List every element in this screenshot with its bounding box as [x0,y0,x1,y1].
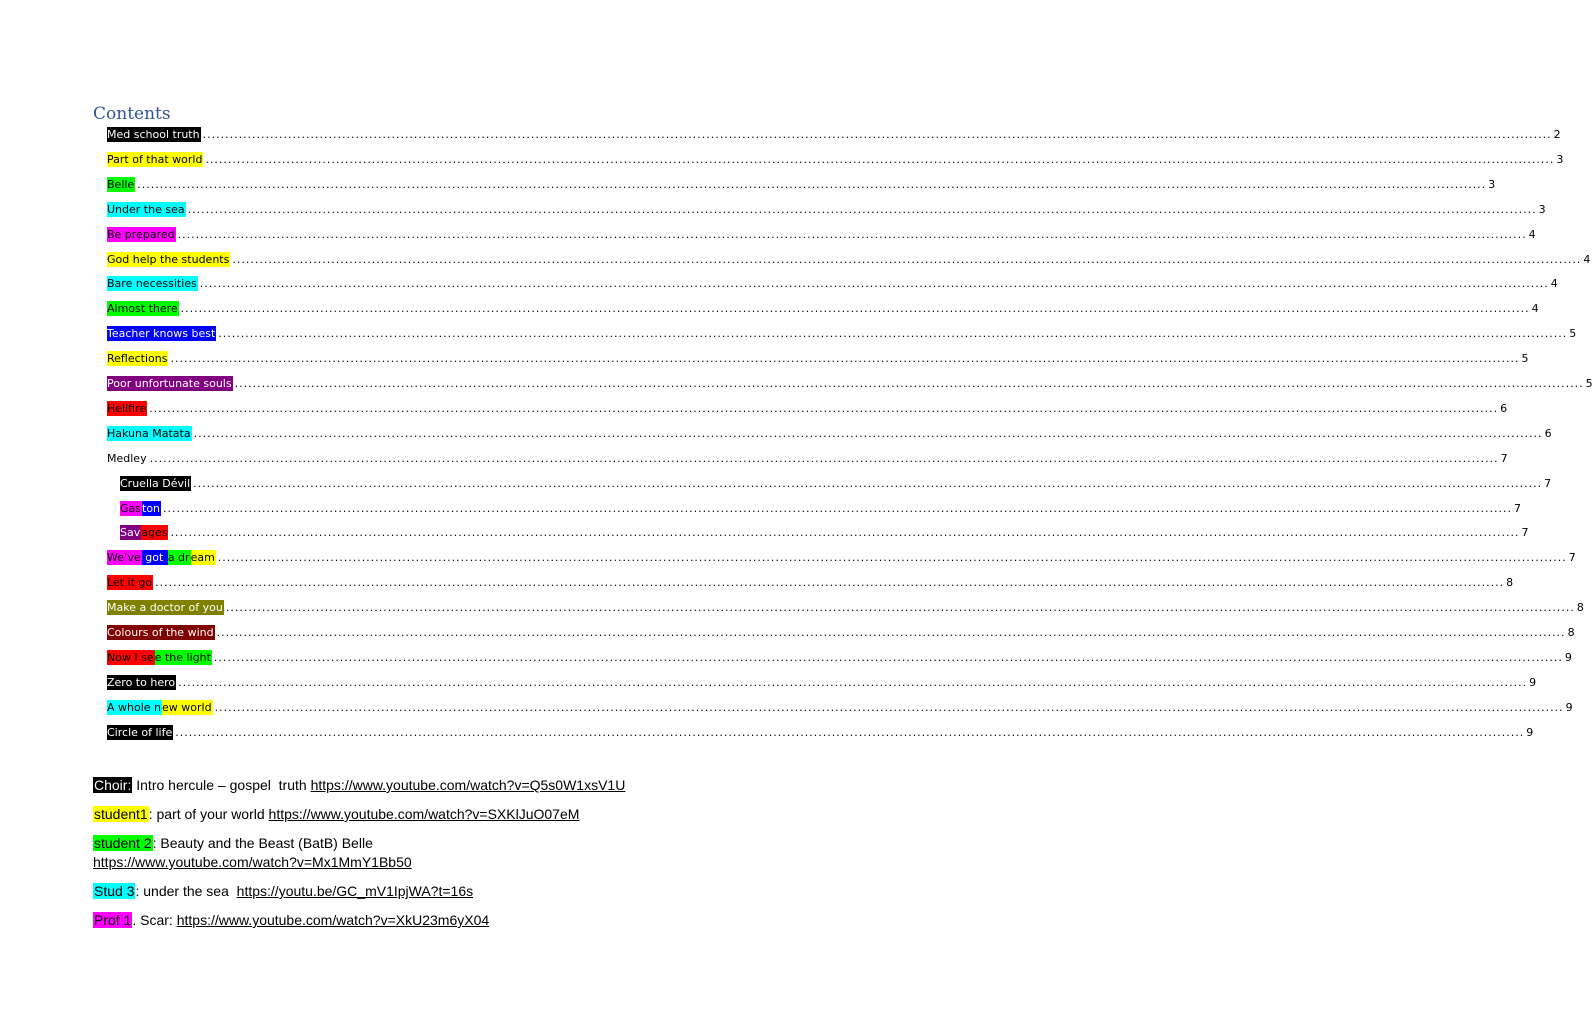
toc-page-number: 3 [1556,152,1564,166]
toc-entry-title-part: ew world [162,700,212,714]
toc-entry[interactable] [107,570,1514,595]
toc-entry-title [107,451,148,466]
toc-leader-dots: ............................................................................................................................................................................................................................................................................................................ [213,650,1563,664]
toc-entry[interactable] [107,296,1539,321]
toc-entry[interactable] [107,147,1564,172]
toc-entry-title-part: Sav [120,526,141,540]
toc-entry-title [120,525,168,540]
toc-leader-dots: ............................................................................................................................................................................................................................................................................................................ [187,202,1537,216]
toc-entry-title [107,376,233,391]
toc-entry[interactable] [120,471,1552,496]
toc-page-number: 8 [1567,626,1575,639]
toc-entry-title [107,202,186,217]
toc-page-number: 9 [1529,675,1537,689]
toc-entry-title-part: e the light [154,650,211,664]
toc-page-number: 6 [1500,401,1508,415]
toc-leader-dots: ............................................................................................................................................................................................................................................................................................................ [205,152,1555,166]
toc-entry[interactable] [107,645,1572,670]
toc-entry-title [120,476,191,491]
toc-entry-title-part: Medley [107,451,147,465]
song-description: : part of your world [148,806,269,822]
song-description: : Beauty and the Beast (BatB) Belle [152,835,373,851]
toc-entry[interactable] [107,695,1573,720]
toc-page-number: 5 [1569,327,1577,341]
toc-entry[interactable] [107,670,1537,695]
performer-tag: Stud 3 [94,883,135,899]
toc-entry-title-part: Teacher knows best [107,327,216,341]
toc-entry-title [107,600,224,615]
toc-entry-title [107,152,203,167]
toc-page-number: 7 [1544,476,1552,490]
song-entry [93,882,713,901]
toc-entry[interactable] [120,496,1521,521]
video-link[interactable]: https://youtu.be/GC_mV1IpjWA?t=16s [236,883,474,899]
toc-entry-title-part: Hellfire [107,401,147,415]
toc-leader-dots: ............................................................................................................................................................................................................................................................................................................ [225,601,1575,615]
toc-entry-title [107,326,216,341]
toc-page-number: 7 [1568,551,1576,565]
toc-entry-title [107,700,213,715]
toc-page-number: 5 [1585,377,1593,390]
performer-tag: Prof 1 [94,912,132,928]
toc-entry-title [107,675,176,690]
video-link[interactable]: https://www.youtube.com/watch?v=XkU23m6yX04 [176,912,490,928]
toc-leader-dots: ............................................................................................................................................................................................................................................................................................................ [216,626,1566,639]
performer-tag: student1 [94,806,148,822]
toc-entry-title-part: got [141,551,167,565]
toc-entry-title-part: Almost there [107,302,178,316]
toc-leader-dots: ............................................................................................................................................................................................................................................................................................................ [193,476,1543,490]
toc-entry-title [107,301,179,316]
toc-page-number: 3 [1488,177,1496,191]
toc-page-number: 7 [1500,451,1508,465]
song-description: . Scar: [132,912,177,928]
toc-entry-title [107,575,153,590]
toc-page-number: 4 [1583,252,1591,266]
toc-page-number: 5 [1521,352,1529,366]
toc-entry-title [107,401,147,416]
toc-entry-title [107,650,212,665]
toc-leader-dots: ............................................................................................................................................................................................................................................................................................................ [177,227,1527,241]
toc-page-number: 9 [1564,650,1572,664]
toc-entry[interactable] [107,421,1552,446]
toc-entry-title-part: Cruella Dévil [120,476,191,490]
video-link[interactable]: https://www.youtube.com/watch?v=SXKlJuO07eM [268,806,580,822]
toc-leader-dots: ............................................................................................................................................................................................................................................................................................................ [234,377,1584,390]
toc-entry-title-part: Circle of life [107,725,173,739]
toc-leader-dots: ............................................................................................................................................................................................................................................................................................................ [199,277,1549,291]
toc-page-number: 9 [1526,725,1534,739]
toc-entry[interactable] [107,346,1529,371]
performer-tag: Choir: [94,777,132,793]
toc-entry-title [107,227,176,242]
toc-entry-title-part: Hakuna Matata [107,426,191,440]
toc-entry[interactable] [107,222,1536,247]
song-list [93,776,713,940]
toc-entry[interactable] [107,396,1508,421]
toc-entry-title-part: Zero to hero [107,675,176,689]
toc-entry-title-part: Part of that world [107,152,203,166]
toc-entry-title [107,127,201,142]
toc-leader-dots: ............................................................................................................................................................................................................................................................................................................ [149,451,1499,465]
performer-tag: student 2 [94,835,152,851]
toc-entry[interactable] [107,122,1561,147]
toc-entry-title-part: Gas [120,501,141,515]
toc-entry-title-part: Now I se [107,650,154,664]
video-link[interactable]: https://www.youtube.com/watch?v=Mx1MmY1Bb50 [93,854,412,870]
toc-leader-dots: ............................................................................................................................................................................................................................................................................................................ [218,327,1568,341]
toc-heading: Contents [93,104,171,124]
toc-entry-title-part: Med school truth [107,128,200,141]
toc-entry-title-part: Bare necessities [107,277,197,291]
toc-page-number: 4 [1531,302,1539,316]
toc-leader-dots: ............................................................................................................................................................................................................................................................................................................ [170,352,1520,366]
song-entry [93,805,713,824]
toc-leader-dots: ............................................................................................................................................................................................................................................................................................................ [180,302,1530,316]
toc-entry[interactable] [107,720,1534,745]
toc-entry-title-part: ages [141,526,168,540]
toc-leader-dots: ............................................................................................................................................................................................................................................................................................................ [214,700,1564,714]
toc-entry[interactable] [107,595,1584,620]
song-description: Intro hercule – gospel truth [132,777,311,793]
toc-entry-title-part: Colours of the wind [107,626,214,639]
toc-entry-title [107,351,168,366]
toc-leader-dots: ............................................................................................................................................................................................................................................................................................................ [175,725,1525,739]
toc-page-number: 8 [1506,576,1514,590]
toc-entry-title [107,550,216,565]
toc-page-number: 4 [1550,277,1558,291]
toc-entry-title-part: Belle [107,177,135,191]
toc-entry-title [120,501,161,516]
toc-entry-title-part: Poor unfortunate souls [107,377,232,390]
toc-page-number: 7 [1521,526,1529,540]
toc-entry-title-part: eam [190,551,215,565]
toc-leader-dots: ............................................................................................................................................................................................................................................................................................................ [137,177,1487,191]
toc-entry-title [107,252,230,267]
toc-entry[interactable] [107,321,1577,346]
toc-entry[interactable] [107,446,1508,471]
toc-entry-title [107,177,135,192]
toc-entry-title [107,625,215,640]
toc-leader-dots: ............................................................................................................................................................................................................................................................................................................ [217,551,1567,565]
toc-entry[interactable] [120,520,1529,545]
toc-page-number: 2 [1553,128,1561,141]
toc-entry-title [107,725,173,740]
toc-page-number: 6 [1544,426,1552,440]
toc-entry-title-part: a dr [167,551,190,565]
toc-entry-title-part: Make a doctor of you [107,601,223,615]
song-entry [93,911,713,930]
toc-entry-title-part: Be prepared [107,227,175,241]
song-description: : under the sea [135,883,237,899]
toc-leader-dots: ............................................................................................................................................................................................................................................................................................................ [155,576,1505,590]
toc-entry-title-part: We’ve [107,551,141,565]
toc-entry-title-part: ton [142,501,161,515]
toc-entry[interactable] [107,545,1576,570]
toc-entry-title [107,426,192,441]
toc-leader-dots: ............................................................................................................................................................................................................................................................................................................ [163,501,1512,515]
toc-leader-dots: ............................................................................................................................................................................................................................................................................................................ [232,252,1582,266]
toc-entry-title-part: Under the sea [107,202,185,216]
toc-entry[interactable] [107,271,1558,296]
toc-leader-dots: ............................................................................................................................................................................................................................................................................................................ [178,675,1528,689]
toc-entry-title-part: Let it go [107,576,153,590]
toc-leader-dots: ............................................................................................................................................................................................................................................................................................................ [193,426,1543,440]
toc-entry-title-part: God help the students [107,252,230,266]
song-entry [93,776,713,795]
toc-entry[interactable] [107,620,1575,645]
toc-entry[interactable] [107,197,1546,222]
toc-entry[interactable] [107,371,1593,396]
toc-page-number: 4 [1528,227,1536,241]
toc-leader-dots: ............................................................................................................................................................................................................................................................................................................ [149,401,1499,415]
toc-page-number: 8 [1576,601,1584,615]
toc-leader-dots: ............................................................................................................................................................................................................................................................................................................ [170,526,1520,540]
toc-entry-title-part: A whole n [107,700,162,714]
song-entry [93,834,713,872]
toc-page-number: 9 [1565,700,1573,714]
toc-leader-dots: ............................................................................................................................................................................................................................................................................................................ [202,128,1552,141]
toc-entry-title-part: Reflections [107,352,168,366]
video-link[interactable]: https://www.youtube.com/watch?v=Q5s0W1xsV1U [310,777,626,793]
toc-entry[interactable] [107,247,1591,272]
toc-page-number: 3 [1538,202,1546,216]
toc-page-number: 7 [1514,501,1521,515]
toc-entry[interactable] [107,172,1496,197]
toc-entry-title [107,276,198,291]
